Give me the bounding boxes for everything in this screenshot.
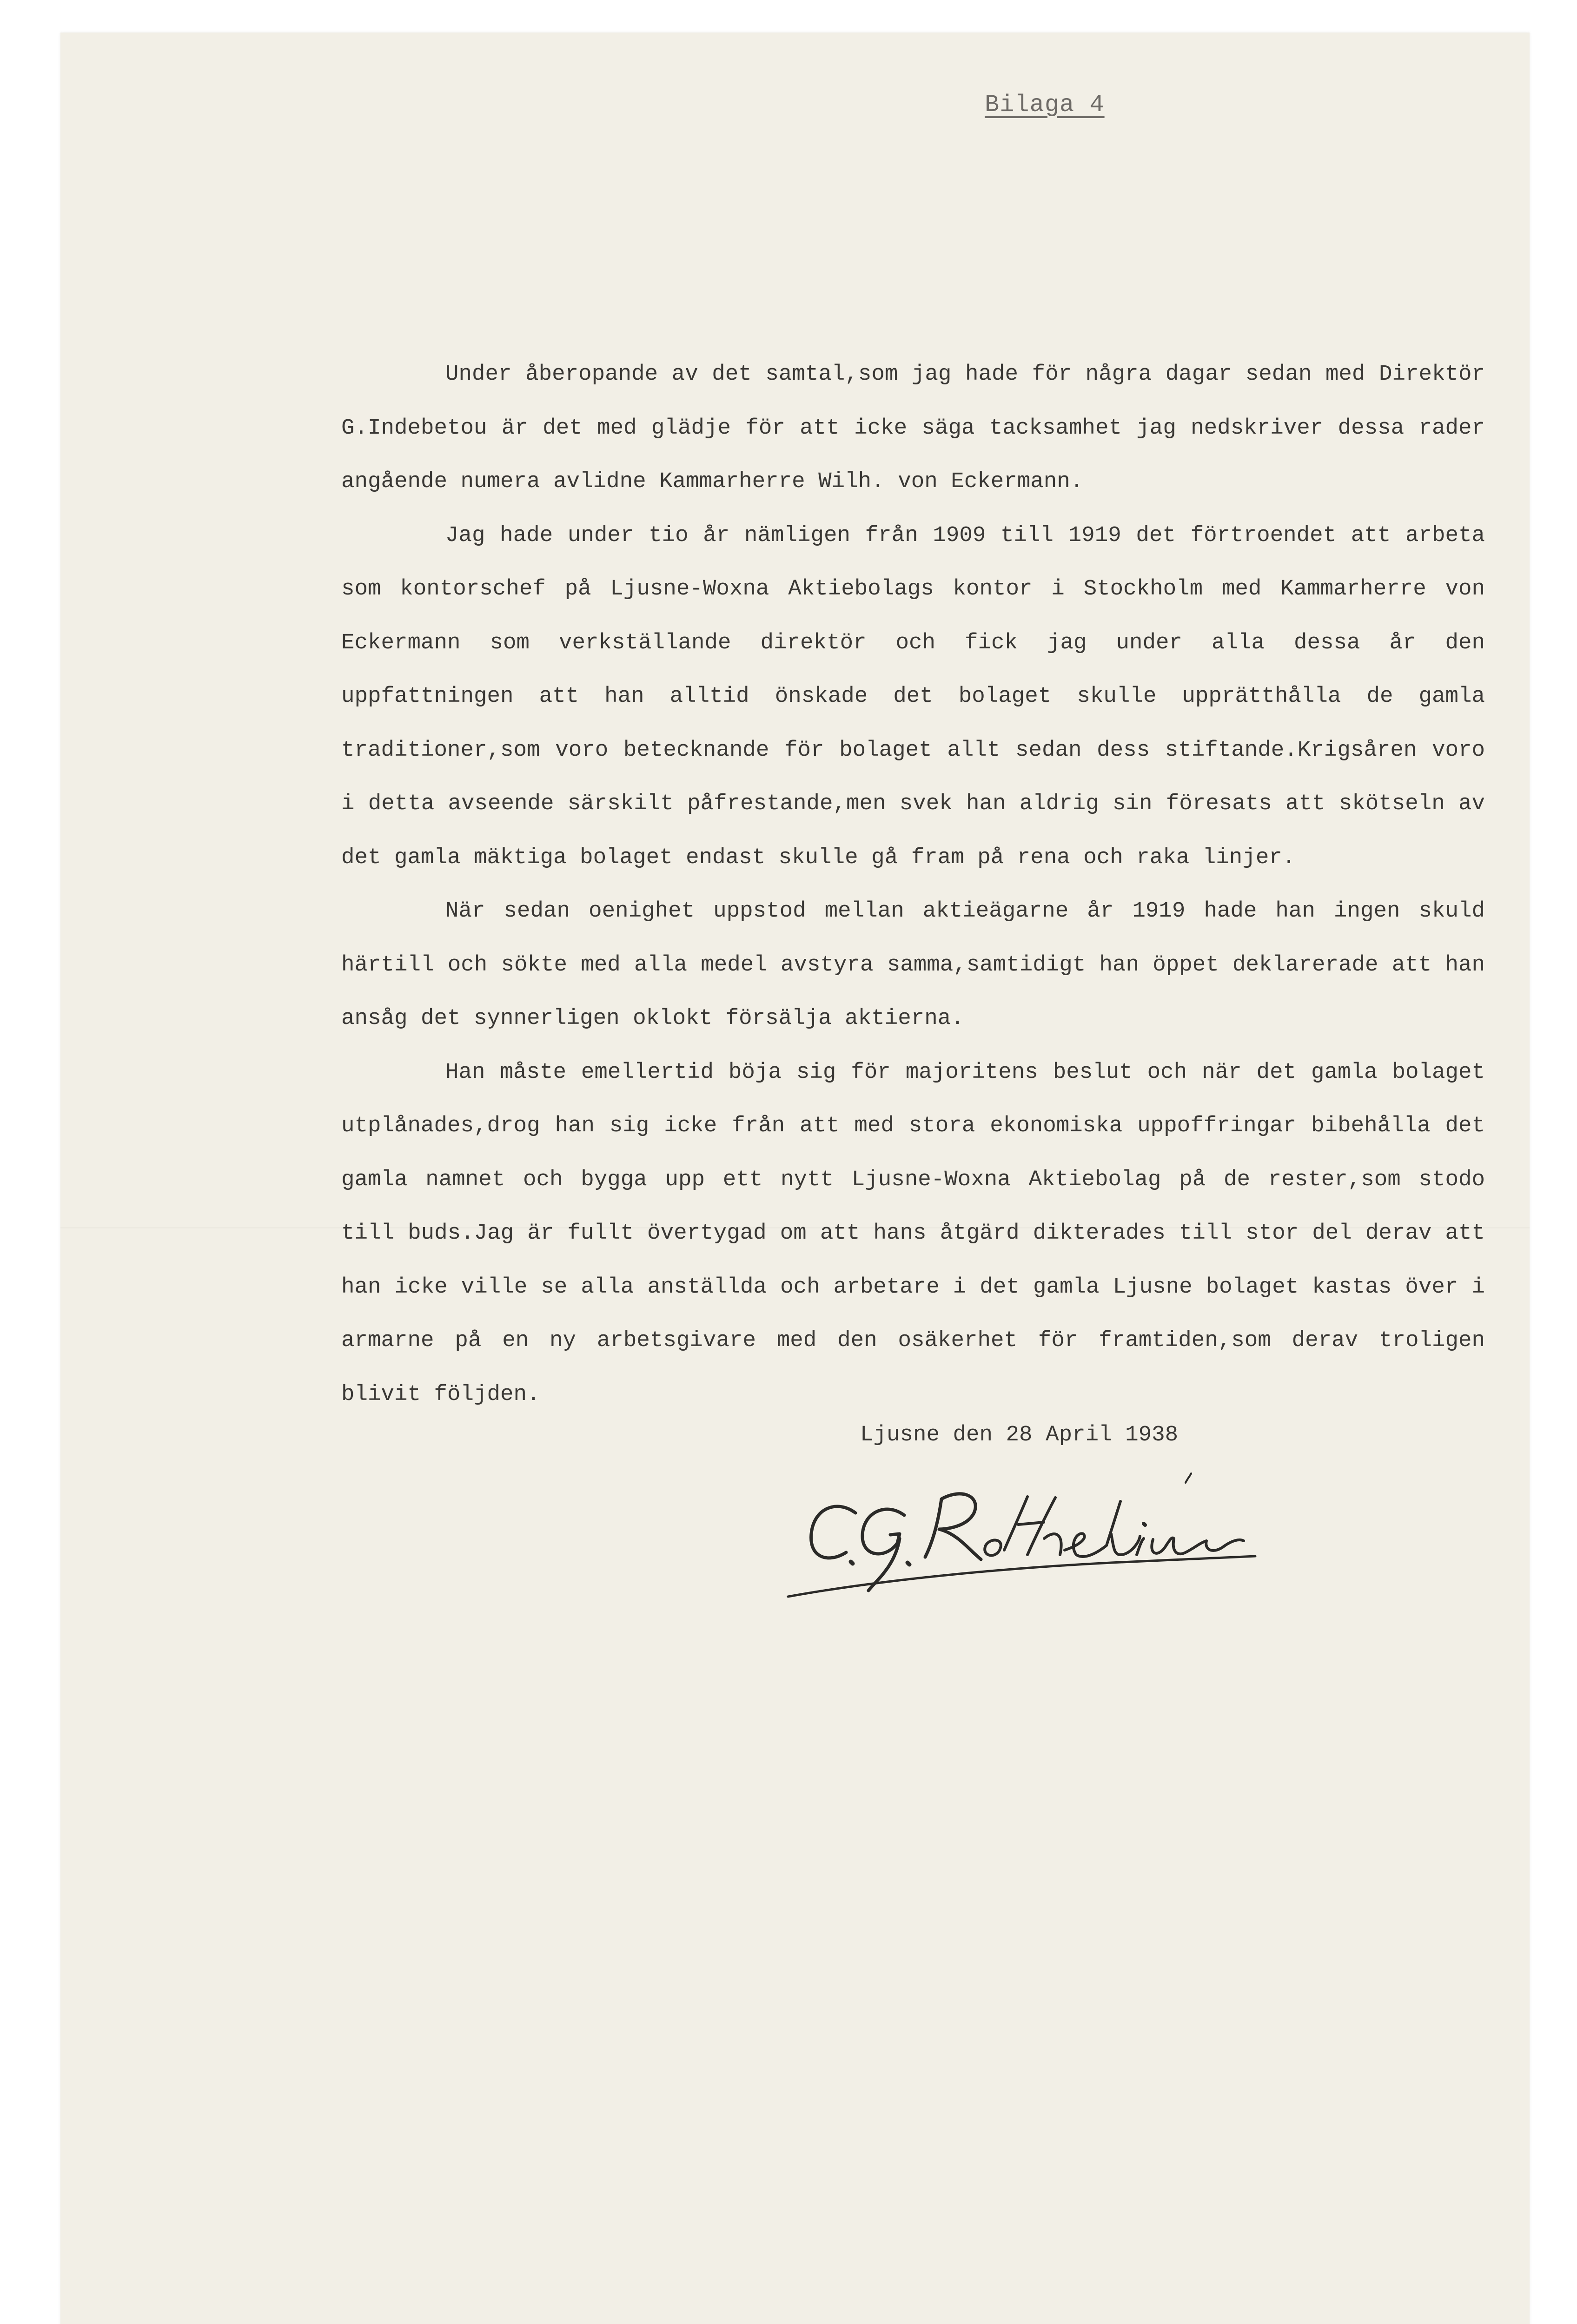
dateline: Ljusne den 28 April 1938 [860, 1422, 1179, 1447]
handwritten-signature [786, 1464, 1311, 1604]
paragraph-1: Under åberopande av det samtal,som jag hade för några dagar sedan med Direktör G.Indebetou är det med glädje för att icke säga tacksamhet jag nedskriver dessa rader angående numera avlidne Kammarherre Wilh. von Eckermann. [341, 362, 1485, 494]
paragraph-3: När sedan oenighet uppstod mellan aktieägarne år 1919 hade han ingen skuld härtill och sökte med alla medel avstyra samma,samtidigt han öppet deklarerade att han ansåg det synnerligen oklokt försälja aktierna. [341, 898, 1485, 1031]
paragraph-2: Jag hade under tio år nämligen från 1909 till 1919 det förtroendet att arbeta som kontorschef på Ljusne-Woxna Aktiebolags kontor i Stockholm med Kammarherre von Eckermann som verkställande direktör och fick jag under alla dessa år den uppfattningen att han alltid önskade det bolaget skulle upprätthålla de gamla traditioner,som voro betecknande för bolaget allt sedan dess stiftande.Krigsåren voro i detta avseende särskilt påfrestande,men svek han aldrig sin föresats att skötseln av det gamla mäktiga bolaget endast skulle gå fram på rena och raka linjer. [341, 522, 1485, 870]
letter-body [341, 348, 1485, 1421]
attachment-heading: Bilaga 4 [985, 91, 1105, 119]
paragraph-4: Han måste emellertid böja sig för majoritens beslut och när det gamla bolaget utplånades,drog han sig icke från att med stora ekonomiska uppoffringar bibehålla det gamla namnet och bygga upp ett nytt Ljusne-Woxna Aktiebolag på de rester,som stodo till buds.Jag är fullt övertygad om att hans åtgärd dikterades till stor del derav att han icke ville se alla anställda och arbetare i det gamla Ljusne bolaget kastas över i armarne på en ny arbetsgivare med den osäkerhet för framtiden,som derav troligen blivit följden. [341, 1059, 1485, 1407]
